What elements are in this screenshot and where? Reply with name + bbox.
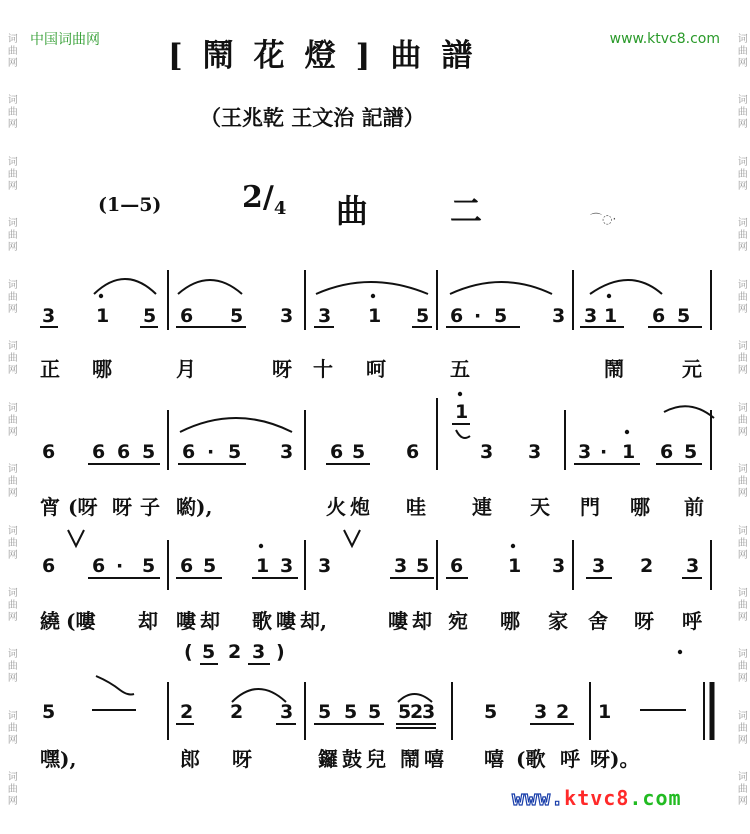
lyric: 呵 [366,357,386,381]
lyric: 十 [313,357,333,381]
footer-url-com: .com [629,786,682,810]
lyric: 呼 [682,609,702,633]
lyric: 門 [580,495,600,519]
note: 6 [406,441,420,463]
row4-lyrics [40,747,639,771]
lyric: 嘿), [40,747,77,771]
side-watermark: 词曲网 [735,586,747,623]
lyric: 郎 [180,747,200,771]
lyric: 哪 [500,609,520,633]
lyric: 嘻 [484,747,504,771]
fermata-mark [456,430,470,438]
note: 3 [534,701,548,723]
lyric: 呀 [112,495,132,519]
tune-name: 曲二 [336,192,565,230]
note: 2 [230,701,244,723]
glide-mark [96,676,134,695]
note: 6 [450,305,464,327]
lyric: 呀 [272,357,292,381]
pitch-range: (1—5) [98,194,162,216]
row3-lyrics [39,609,703,633]
side-watermark: 词曲网 [735,94,747,131]
note: 3 [552,555,566,577]
note: 5 [494,305,508,327]
note: 6 [330,441,344,463]
lyric: 兒 [366,747,386,771]
footer-url [512,786,682,810]
note: 3 [280,555,294,577]
note: 3 [552,305,566,327]
note: 5 [202,641,216,663]
high-octave-dot [371,294,375,298]
lyric: 歌 [252,609,272,633]
recorder-credit: （王兆乾 王文治 記譜） [200,105,425,130]
note: 1 [96,305,110,327]
lyric: 繞 [40,609,60,633]
note: 3 [528,441,542,463]
note: 3 [480,441,494,463]
note: 6 [92,555,106,577]
lyric: 鬧 [604,357,624,381]
lyric: 炮 [350,495,370,519]
slur [94,279,156,294]
row4-prefix [184,641,682,664]
row1-numbers [42,305,690,327]
side-watermark: 词曲网 [5,401,17,438]
side-watermark: 词曲网 [735,32,747,69]
side-watermark: 词曲网 [5,217,17,254]
site-watermark-right: www.ktvc8.com [609,31,720,47]
note: 3 [394,555,408,577]
note: 3 [592,555,606,577]
note: 3 [318,555,332,577]
lyric: 宛 [448,609,468,633]
note: 6 [180,555,194,577]
note: · [207,441,215,463]
note: · [116,555,124,577]
lyric: 却 [412,609,432,633]
note: 3 [584,305,598,327]
meter-numerator: 2 [242,180,263,215]
lyric: 舍 [588,609,608,633]
site-watermark-left: 中国词曲网 [30,32,100,48]
lyric: 嘍 [388,609,408,633]
prefix-paren: ) [276,641,285,663]
note: 5 [368,701,382,723]
note: 6 [117,441,131,463]
note: 2 [228,641,242,663]
high-octave-dot [99,294,103,298]
lyric: (呀 [68,495,98,519]
slur [180,418,292,432]
note: 1 [368,305,382,327]
note: 5 [142,441,156,463]
score-row-4 [42,676,712,740]
ink-dot [678,650,682,654]
note: 5 [143,305,157,327]
note: 1 [604,305,618,327]
lyric: 正 [40,357,60,381]
note: 5 [416,305,430,327]
lyric: 呀)。 [590,747,640,771]
lyric: 嘻 [424,747,444,771]
prefix-paren: ( [184,641,193,663]
lyric: 鼓 [342,747,362,771]
lyric: 呀 [634,609,654,633]
note: 1 [622,441,636,463]
note: 5 [677,305,691,327]
note: 6 [450,555,464,577]
note: 5 [416,555,430,577]
note: 6 [660,441,674,463]
lyric: 火 [326,495,346,519]
side-watermark: 词曲网 [5,463,17,500]
lyric: 鬧 [400,747,420,771]
lyric: 嘍 [276,609,296,633]
side-watermark: 词曲网 [5,155,17,192]
side-watermark: 词曲网 [735,463,747,500]
side-watermark: 词曲网 [5,525,17,562]
note: 2 [410,701,424,723]
lyric: 哪 [630,495,650,519]
note: 1 [256,555,270,577]
note: 6 [92,441,106,463]
side-watermark: 词曲网 [735,340,747,377]
lyric: 哪 [92,357,112,381]
row2-lyrics [40,495,704,519]
meter-denominator: 4 [273,198,287,219]
note: 1 [455,401,469,423]
side-watermark: 词曲网 [735,525,747,562]
side-watermark: 词曲网 [5,278,17,315]
note: 5 [484,701,498,723]
lyric: 宵 [40,495,60,519]
note: 6 [182,441,196,463]
side-watermark: 词曲网 [735,278,747,315]
lyric: 子 [140,495,160,519]
side-watermark: 词曲网 [735,217,747,254]
side-watermark: 词曲网 [5,648,17,685]
note: 5 [42,701,56,723]
breath-mark [344,530,360,546]
note: 1 [598,701,612,723]
note: 3 [280,441,294,463]
lyric: 鑼 [318,747,338,771]
note: 6 [652,305,666,327]
lyric: 呀 [232,747,252,771]
lyric: 元 [682,357,702,381]
note: 6 [42,441,56,463]
note: 2 [556,701,570,723]
note: 5 [344,701,358,723]
side-watermark: 词曲网 [5,709,17,746]
slur [450,282,552,294]
high-octave-dot [458,392,462,396]
lyric: 却 [200,609,220,633]
note: 2 [180,701,194,723]
lyric: 哇 [406,495,426,519]
note: · [600,441,608,463]
row1-lyrics [40,357,702,381]
note: 5 [352,441,366,463]
note: 5 [684,441,698,463]
lyric: (歌 [516,747,546,771]
high-octave-dot [607,294,611,298]
note: 5 [142,555,156,577]
note: 3 [318,305,332,327]
side-watermark: 词曲网 [735,401,747,438]
side-watermark: 词曲网 [5,340,17,377]
note: · [474,305,482,327]
lyric: 月 [176,357,196,381]
note: 5 [228,441,242,463]
lyric: 天 [530,495,550,519]
note: 5 [318,701,332,723]
side-watermark: 词曲网 [735,709,747,746]
footer-url-www: www. [512,786,565,810]
note: 2 [640,555,654,577]
side-watermark: 词曲网 [5,94,17,131]
lyric: 却 [138,609,158,633]
lyric: (嘍 [66,609,96,633]
time-signature: $2/_4$ [242,180,287,219]
note: 3 [280,305,294,327]
side-watermark: 词曲网 [735,648,747,685]
score-row-1 [40,270,711,330]
side-watermark: 词曲网 [5,771,17,808]
footer-url-ktvc8: ktvc8 [564,786,630,810]
high-octave-dot [259,544,263,548]
ink-smudge: ⌒◌· [590,212,617,226]
note: 3 [252,641,266,663]
slur [664,406,714,418]
lyric: 却, [300,609,327,633]
note: 6 [42,555,56,577]
note: 5 [203,555,217,577]
slur [178,280,242,294]
note: 3 [422,701,436,723]
note: 3 [578,441,592,463]
breath-mark [68,530,84,546]
lyric: 家 [548,609,568,633]
note: 6 [180,305,194,327]
high-octave-dot [625,430,629,434]
note: 5 [398,701,412,723]
slur [590,280,662,294]
lyric: 呼 [560,747,580,771]
slur [316,282,428,294]
note: 3 [280,701,294,723]
note: 5 [230,305,244,327]
note: 3 [42,305,56,327]
lyric: 嘍 [176,609,196,633]
side-watermark: 词曲网 [5,586,17,623]
side-watermark: 词曲网 [735,155,747,192]
note: 1 [508,555,522,577]
high-octave-dot [511,544,515,548]
side-watermark: 词曲网 [735,771,747,808]
lyric: 喲), [176,495,213,519]
lyric: 連 [472,495,492,519]
lyric: 前 [684,495,704,519]
note: 3 [686,555,700,577]
score-row-3 [42,530,711,590]
score-title: [鬧花燈]曲譜 [168,38,493,74]
side-watermark: 词曲网 [5,32,17,69]
score-row-2 [42,392,714,470]
lyric: 五 [450,357,470,381]
